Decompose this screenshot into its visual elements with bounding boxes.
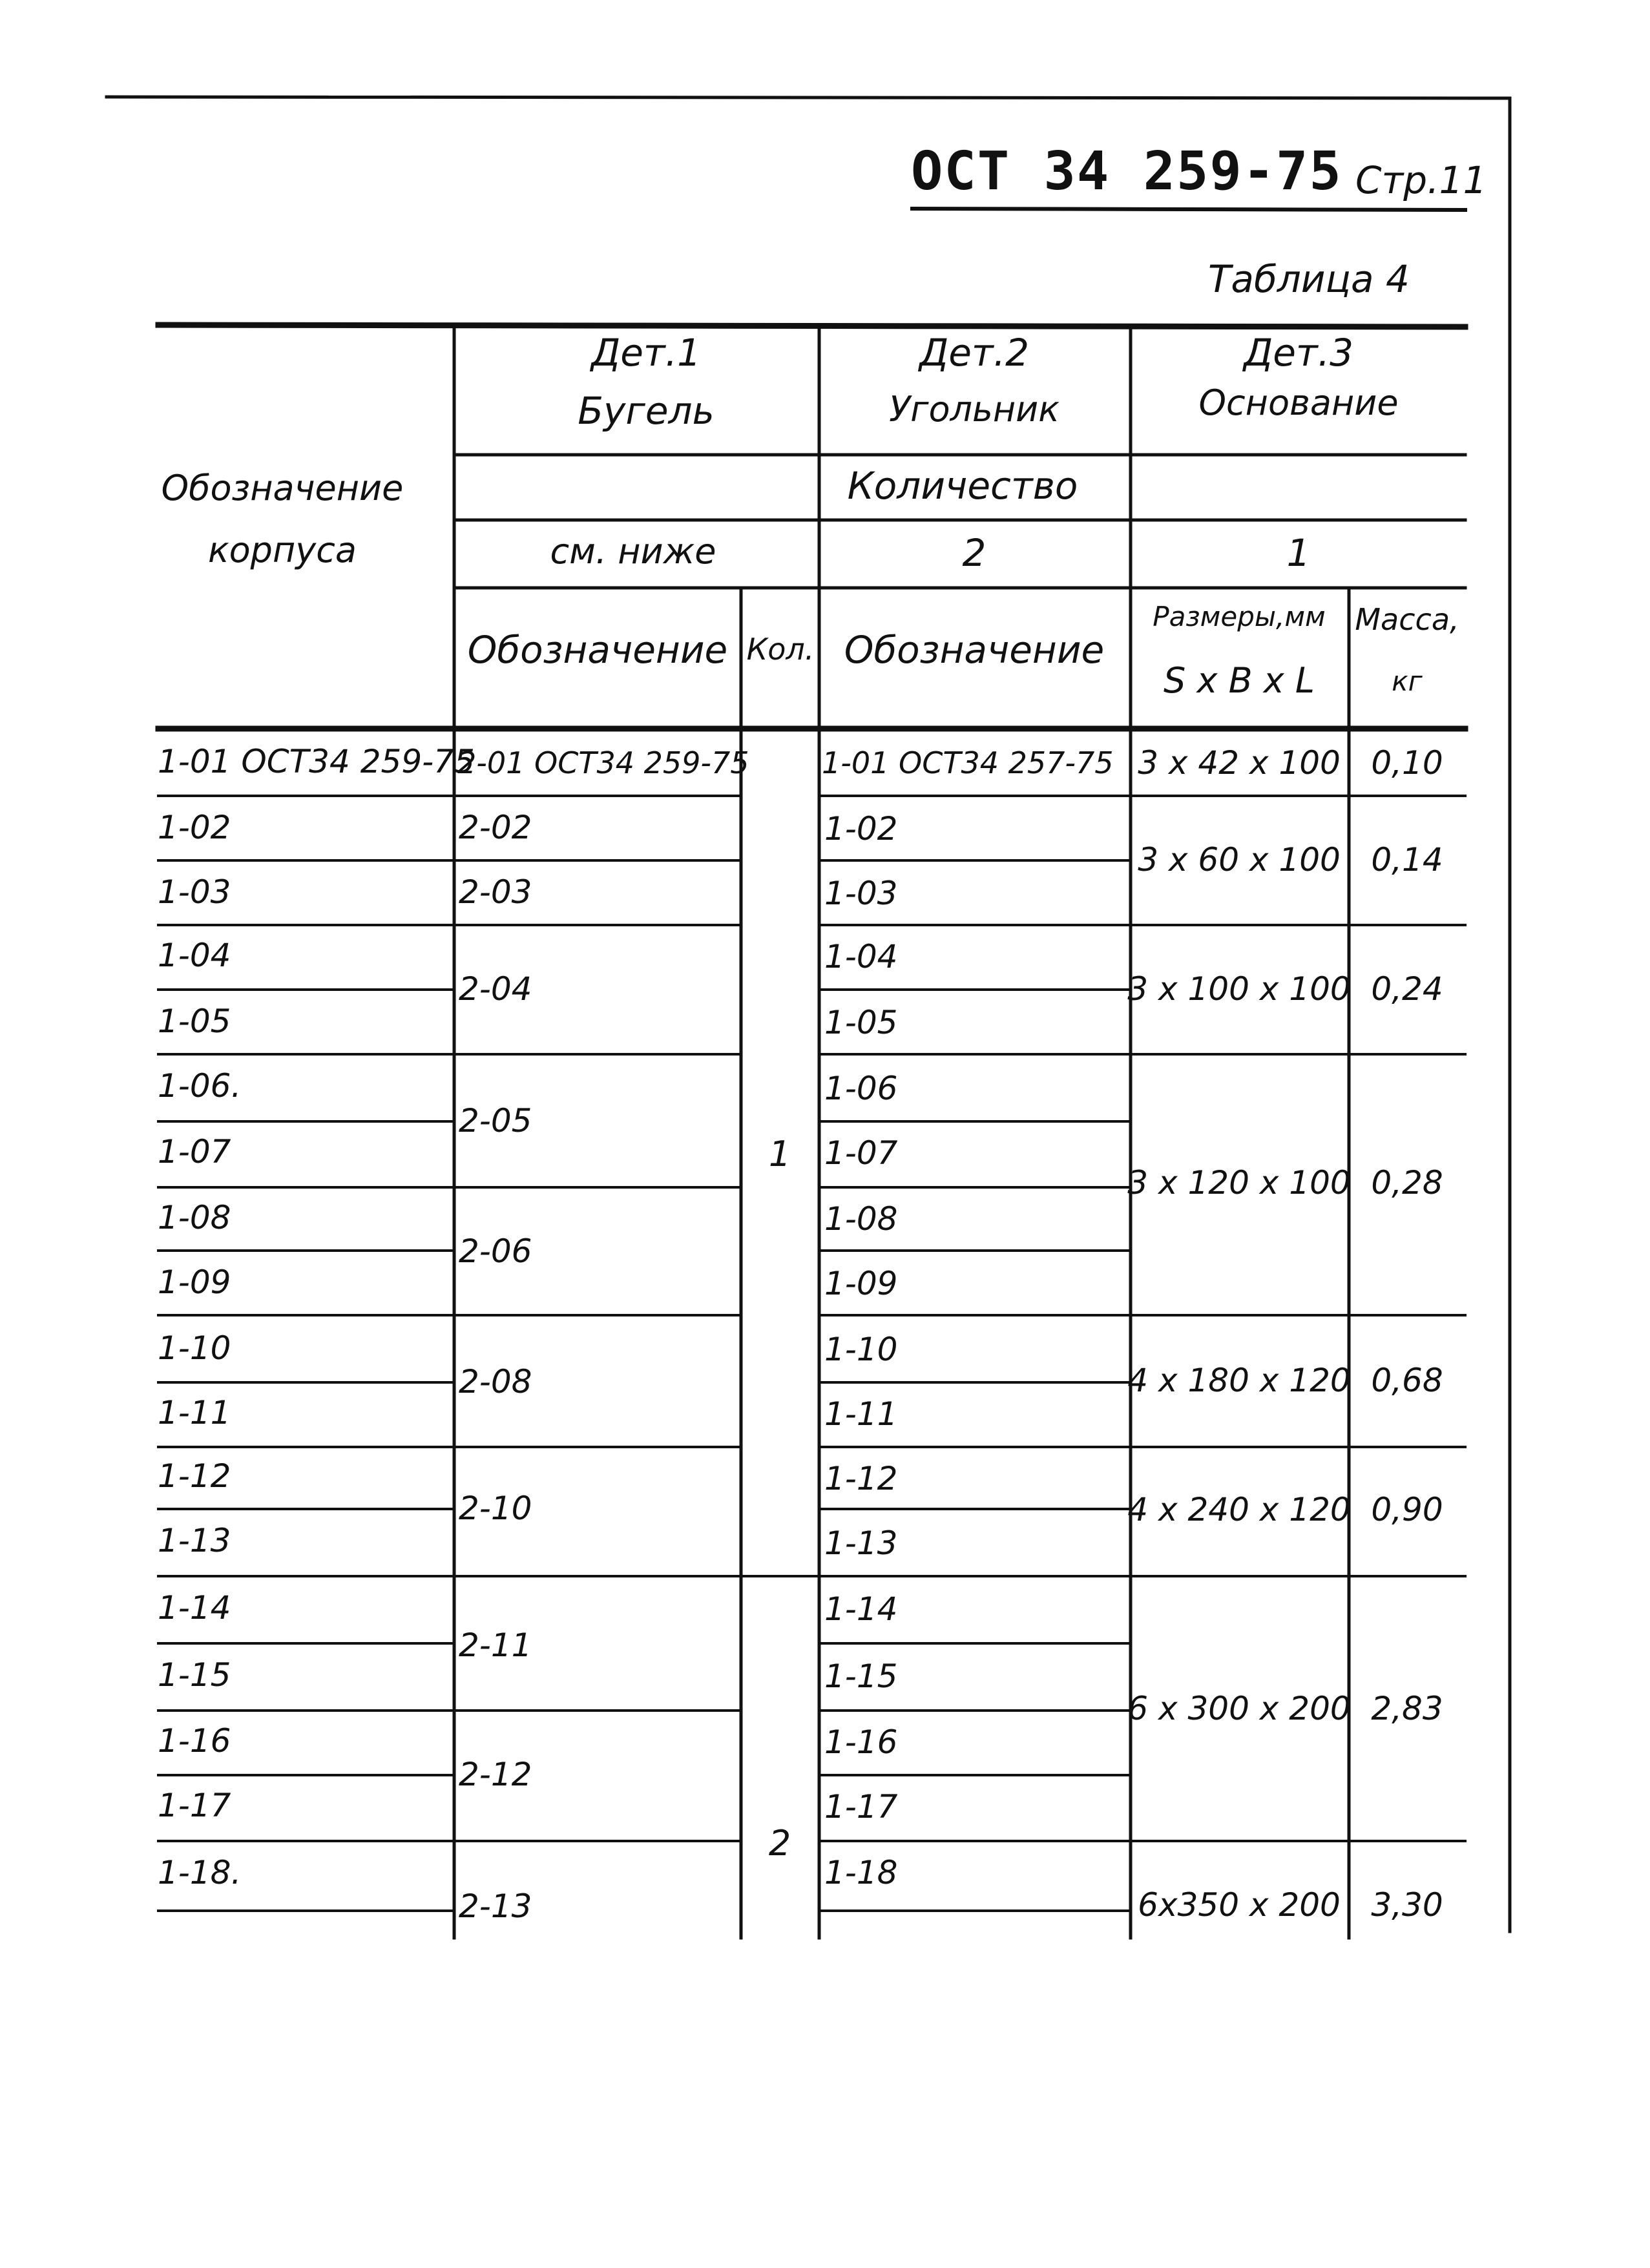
det3-dimensions-cell: 3 x 60 x 100 bbox=[1138, 841, 1341, 879]
det3-mass-cell: 2,83 bbox=[1371, 1690, 1443, 1727]
header-underline bbox=[912, 209, 1465, 210]
corpus-cell: 1-06. bbox=[158, 1067, 242, 1105]
corpus-cell: 1-02 bbox=[158, 809, 231, 846]
det3-mass-cell: 0,10 bbox=[1371, 744, 1443, 782]
det2-designation-cell: 1-14 bbox=[824, 1590, 898, 1628]
corpus-cell: 1-03 bbox=[158, 873, 231, 911]
det1-designation-cell: 2-02 bbox=[459, 809, 532, 846]
mass-subheader-line2: кг bbox=[1392, 665, 1423, 697]
det2-designation-cell: 1-03 bbox=[824, 875, 898, 912]
det2-designation-subheader: Обозначение bbox=[844, 628, 1105, 672]
det1-qty-subheader: Кол. bbox=[746, 632, 815, 667]
det3-dimensions-cell: 6x350 x 200 bbox=[1138, 1886, 1341, 1924]
det2-designation-cell: 1-08 bbox=[824, 1200, 898, 1238]
det2-designation-cell: 1-01 ОСТ34 257-75 bbox=[822, 745, 1114, 780]
corpus-cell: 1-08 bbox=[158, 1199, 231, 1236]
dimensions-subheader-line1: Размеры,мм bbox=[1153, 601, 1326, 632]
det2-designation-cell: 1-07 bbox=[824, 1134, 898, 1172]
corpus-cell: 1-16 bbox=[158, 1722, 231, 1760]
det3-mass-cell: 3,30 bbox=[1371, 1886, 1443, 1924]
det3-header-name: Основание bbox=[1198, 382, 1399, 423]
det2-header-number: Дет.2 bbox=[919, 331, 1030, 375]
corpus-cell: 1-09 bbox=[158, 1264, 231, 1301]
det1-header-name: Бугель bbox=[578, 389, 715, 433]
corpus-cell: 1-18. bbox=[158, 1854, 242, 1891]
det1-designation-cell: 2-06 bbox=[459, 1233, 532, 1270]
det2-designation-cell: 1-12 bbox=[824, 1460, 898, 1497]
qty-det2-value: 2 bbox=[962, 531, 987, 575]
det2-designation-cell: 1-13 bbox=[824, 1524, 898, 1562]
det2-designation-cell: 1-15 bbox=[824, 1658, 898, 1695]
corpus-cell: 1-13 bbox=[158, 1522, 231, 1559]
det1-row-lines bbox=[454, 796, 741, 1841]
det1-designation-cell: 2-01 ОСТ34 259-75 bbox=[457, 745, 749, 780]
page-label: Стр.11 bbox=[1355, 158, 1487, 202]
det1-designation-cell: 2-05 bbox=[459, 1102, 532, 1139]
corpus-cell: 1-17 bbox=[158, 1787, 231, 1824]
quantity-header: Количество bbox=[847, 464, 1078, 508]
det3-mass-cell: 0,24 bbox=[1371, 970, 1443, 1008]
standard-number: ОСТ 34 259-75 bbox=[911, 141, 1342, 202]
det2-designation-cell: 1-02 bbox=[824, 810, 898, 848]
det1-designation-cell: 2-03 bbox=[459, 873, 532, 911]
corpus-cell: 1-01 ОСТ34 259-75 bbox=[158, 743, 475, 780]
det3-header-number: Дет.3 bbox=[1243, 331, 1354, 375]
corpus-cell: 1-11 bbox=[158, 1394, 231, 1431]
det2-designation-cell: 1-16 bbox=[824, 1723, 898, 1761]
det1-designation-cell: 2-11 bbox=[459, 1627, 532, 1664]
det3-row-lines bbox=[1131, 796, 1465, 1841]
qty-det3-value: 1 bbox=[1286, 531, 1311, 575]
corpus-cell: 1-07 bbox=[158, 1133, 231, 1170]
det3-dimensions-cell: 3 x 42 x 100 bbox=[1138, 744, 1341, 782]
det2-designation-cell: 1-17 bbox=[824, 1788, 898, 1826]
det3-dimensions-cell: 4 x 240 x 120 bbox=[1127, 1491, 1351, 1528]
corpus-cell: 1-04 bbox=[158, 937, 231, 974]
det3-dimensions-cell: 4 x 180 x 120 bbox=[1127, 1362, 1351, 1399]
det2-designation-cell: 1-05 bbox=[824, 1004, 898, 1041]
det3-mass-cell: 0,28 bbox=[1371, 1164, 1443, 1202]
det2-designation-cell: 1-09 bbox=[824, 1265, 898, 1302]
det3-dimensions-cell: 6 x 300 x 200 bbox=[1127, 1690, 1351, 1727]
det1-qty-cell: 1 bbox=[768, 1134, 791, 1174]
det1-designation-subheader: Обозначение bbox=[467, 628, 728, 672]
det2-designation-cell: 1-11 bbox=[824, 1395, 898, 1433]
det1-header-number: Дет.1 bbox=[590, 331, 702, 375]
det1-designation-cell: 2-13 bbox=[459, 1888, 532, 1925]
det3-mass-cell: 0,90 bbox=[1371, 1491, 1443, 1528]
corpus-cell: 1-10 bbox=[158, 1329, 231, 1367]
table-title: Таблица 4 bbox=[1208, 257, 1410, 301]
det1-designation-cell: 2-04 bbox=[459, 970, 532, 1008]
det1-designation-cell: 2-10 bbox=[459, 1490, 532, 1527]
det2-designation-cell: 1-04 bbox=[824, 938, 898, 975]
frame-top bbox=[107, 97, 1507, 98]
corpus-cell: 1-05 bbox=[158, 1003, 231, 1040]
table-top-line bbox=[158, 325, 1465, 327]
det3-mass-cell: 0,14 bbox=[1371, 841, 1443, 879]
det3-dimensions-cell: 3 x 120 x 100 bbox=[1127, 1164, 1351, 1202]
det1-designation-cell: 2-12 bbox=[459, 1756, 532, 1793]
mass-subheader-line1: Масса, bbox=[1355, 602, 1459, 637]
qty-det1-value: см. ниже bbox=[550, 531, 716, 572]
corpus-designation-header-line1: Обозначение bbox=[161, 468, 404, 508]
det2-designation-cell: 1-10 bbox=[824, 1331, 898, 1368]
det3-mass-cell: 0,68 bbox=[1371, 1362, 1443, 1399]
det2-header-name: Угольник bbox=[889, 389, 1060, 430]
corpus-designation-header-line2: корпуса bbox=[208, 530, 357, 570]
det1-designation-cell: 2-08 bbox=[459, 1363, 532, 1400]
corpus-cell: 1-12 bbox=[158, 1457, 231, 1495]
corpus-cell: 1-14 bbox=[158, 1589, 231, 1627]
det1-qty-cell: 2 bbox=[768, 1823, 791, 1864]
det3-dimensions-cell: 3 x 100 x 100 bbox=[1127, 970, 1351, 1008]
det2-designation-cell: 1-18 bbox=[824, 1854, 898, 1891]
corpus-cell: 1-15 bbox=[158, 1656, 231, 1694]
dimensions-subheader-line2: S x B x L bbox=[1164, 660, 1315, 701]
det2-designation-cell: 1-06 bbox=[824, 1070, 898, 1107]
